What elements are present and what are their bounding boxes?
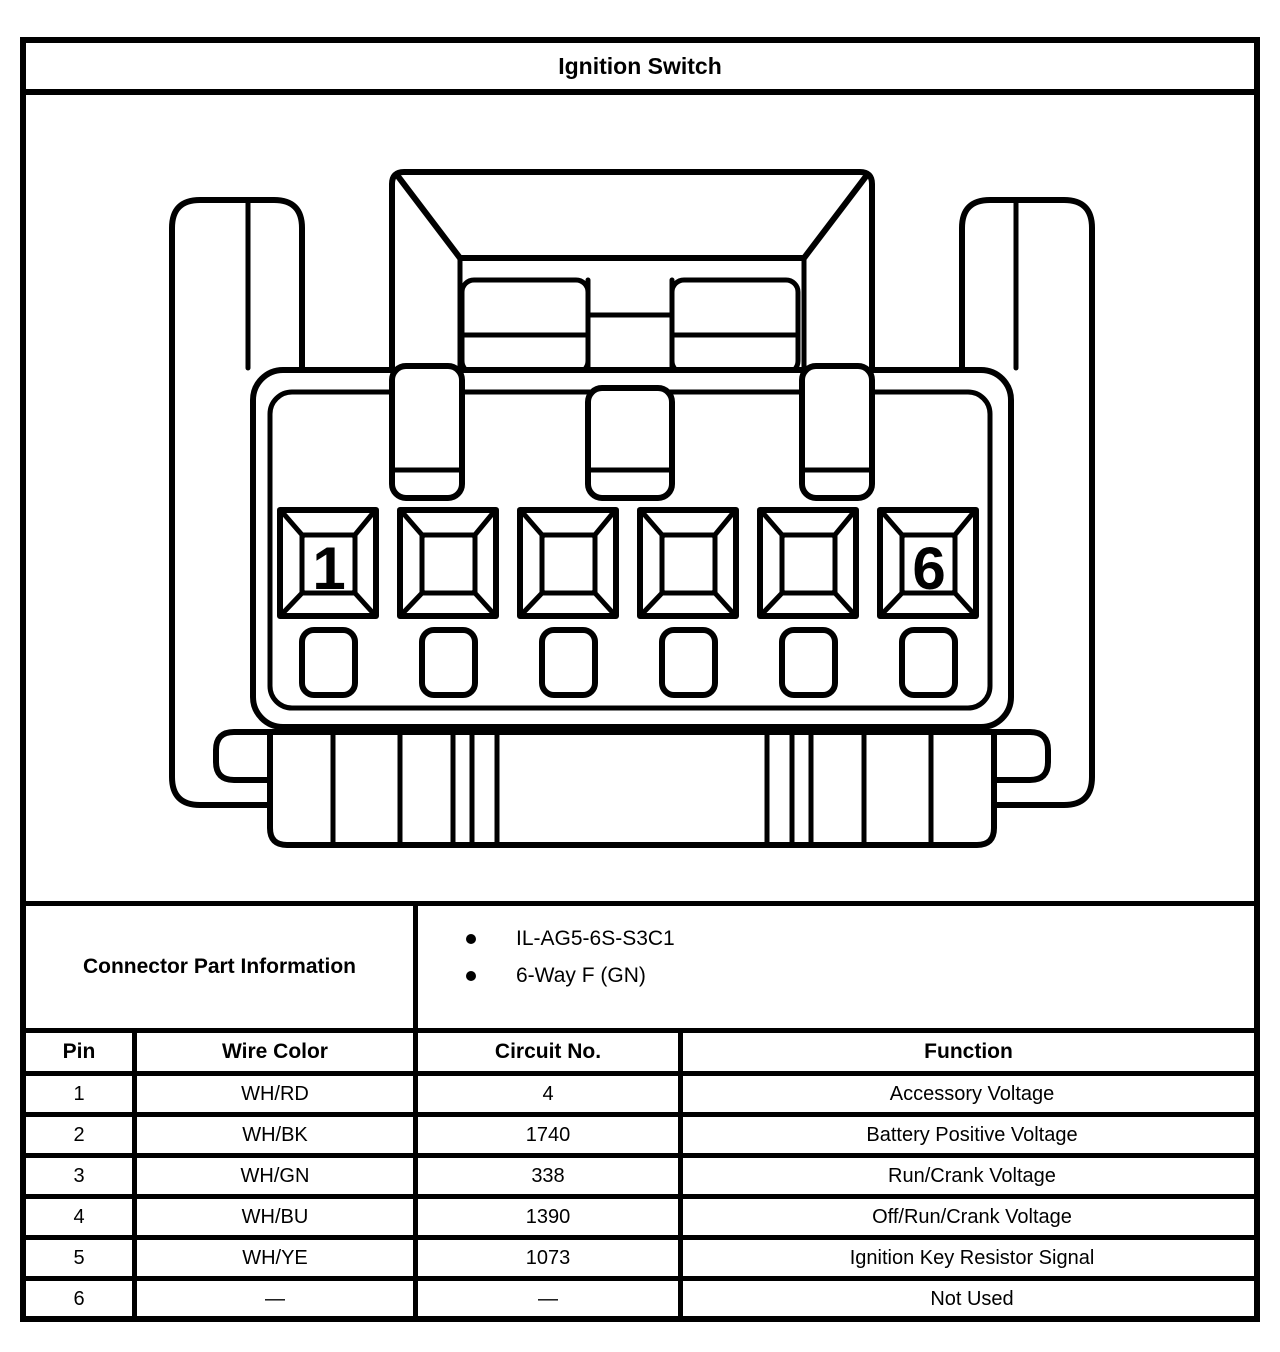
wire-color-cell: WH/BU [137,1199,418,1235]
pin-1-label: 1 [312,535,346,602]
ribbed-skirt [270,732,994,845]
pin-cell: 2 [26,1117,137,1153]
bullet-icon [466,971,476,981]
table-row [26,1076,1254,1117]
pinout-table [26,1033,1254,1317]
lock-tabs [392,366,872,498]
table-row [26,1199,1254,1240]
wire-color-cell: WH/BK [137,1117,418,1153]
connector-type-item [466,957,1254,994]
circuit-no-cell: 4 [418,1076,683,1112]
wire-color-cell: WH/GN [137,1158,418,1194]
function-cell: Run/Crank Voltage [888,1164,1056,1187]
connector-part-info-values [418,906,1254,1028]
function-cell: Ignition Key Resistor Signal [849,1246,1095,1269]
table-row [26,1158,1254,1199]
header-function: Function [924,1040,1013,1063]
function-cell: Battery Positive Voltage [866,1123,1078,1146]
function-cell: Accessory Voltage [889,1082,1055,1105]
pin-cavity-5 [760,510,856,616]
wire-color-cell: WH/RD [137,1076,418,1112]
header-wire-color: Wire Color [137,1033,418,1071]
circuit-no-cell: 338 [418,1158,683,1194]
wire-color-cell: WH/YE [137,1240,418,1276]
title-bar [26,43,1254,95]
table-header-row [26,1033,1254,1076]
header-circuit-no: Circuit No. [418,1033,683,1071]
pin-cell: 1 [26,1076,137,1112]
pin-cell: 4 [26,1199,137,1235]
connector-part-info-row [26,906,1254,1033]
latch-tower [392,170,872,385]
connector-diagram-cell [26,95,1254,906]
page-title: Ignition Switch [558,52,722,79]
connector-part-info-label: Connector Part Information [26,906,418,1028]
pin-cavity-2 [400,510,496,616]
part-number-item [466,920,1254,957]
table-row [26,1240,1254,1281]
connector-face-drawing [26,95,1254,901]
pin-cavity-3 [520,510,616,616]
document-frame [20,37,1260,1322]
pin-cell: 3 [26,1158,137,1194]
bullet-icon [466,934,476,944]
table-row [26,1281,1254,1317]
part-number: IL-AG5-6S-S3C1 [516,926,675,950]
circuit-no-cell: 1740 [418,1117,683,1153]
pin-cavity-4 [640,510,736,616]
circuit-no-cell: — [418,1281,683,1317]
circuit-no-cell: 1073 [418,1240,683,1276]
header-pin: Pin [26,1033,137,1071]
table-row [26,1117,1254,1158]
wire-color-cell: — [137,1281,418,1317]
function-cell: Not Used [930,1287,1014,1310]
pin-cell: 6 [26,1281,137,1317]
pin-cell: 5 [26,1240,137,1276]
pin-6-label: 6 [912,535,946,602]
function-cell: Off/Run/Crank Voltage [872,1205,1072,1228]
connector-type: 6-Way F (GN) [516,963,646,987]
circuit-no-cell: 1390 [418,1199,683,1235]
